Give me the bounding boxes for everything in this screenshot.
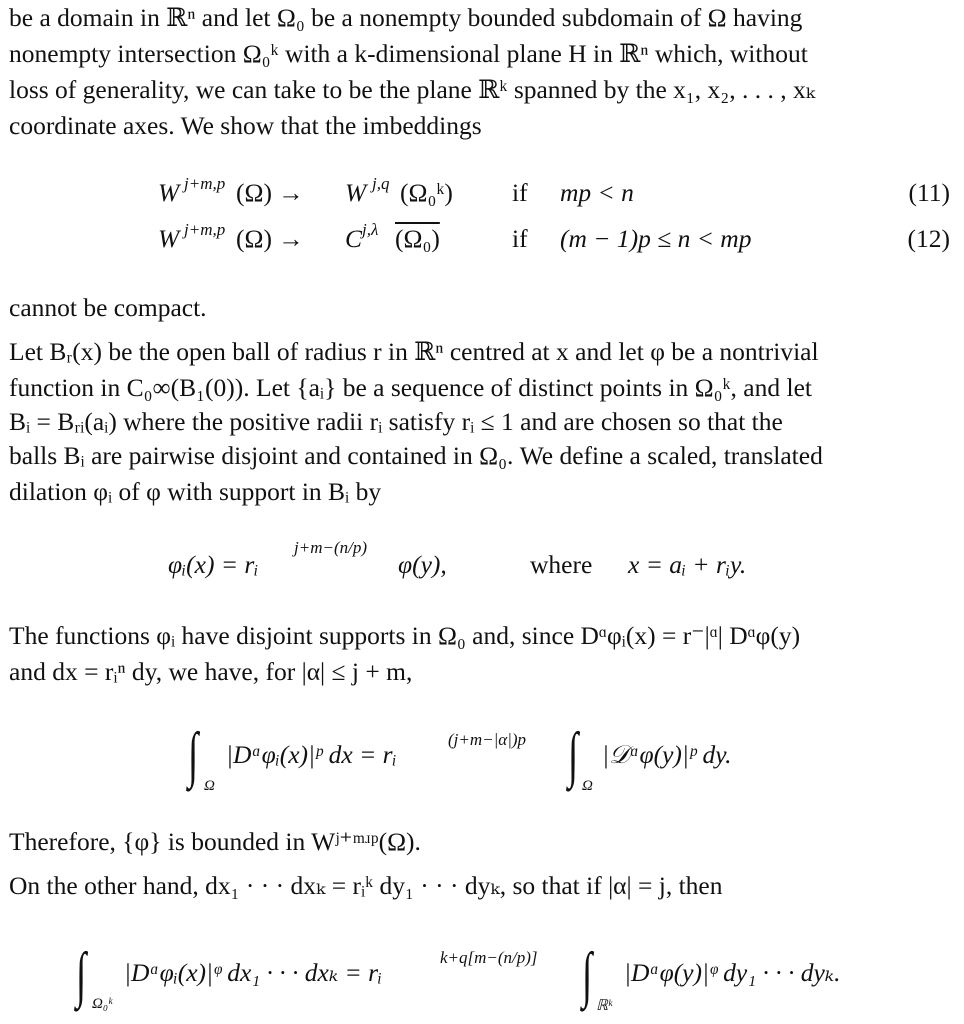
- text-line: cannot be compact.: [9, 293, 207, 322]
- eq-int1-integrand: |Dᵅφᵢ(x)|ᵖ dx = rᵢ: [226, 740, 397, 769]
- text-line: Bᵢ = Bᵣᵢ(aᵢ) where the positive radii rᵢ satisfy rᵢ ≤ 1 and are chosen so that the: [9, 407, 783, 436]
- text-line: be a domain in ℝⁿ and let Ω₀ be a nonempty bounded subdomain of Ω having: [9, 3, 803, 32]
- eq12-rhs-sup: j,λ: [362, 220, 379, 239]
- eq-int2-sup: k+q[m−(n/p)]: [440, 948, 538, 967]
- text-line: On the other hand, dx₁ · · · dxₖ = rᵢᵏ dy₁ · · · dyₖ, so that if |α| = j, then: [9, 871, 723, 900]
- text-line: nonempty intersection Ω₀ᵏ with a k-dimensional plane H in ℝⁿ which, without: [9, 39, 808, 68]
- integral-sign: ∫: [76, 941, 87, 1009]
- text-line: and dx = rᵢⁿ dy, we have, for |α| ≤ j + m,: [9, 657, 413, 686]
- eq-int2-integrand: |Dᵅφᵢ(x)|ᵠ dx₁ · · · dxₖ = rᵢ: [124, 958, 383, 987]
- eq-phi-sup: j+m−(n/p): [294, 538, 367, 557]
- text-line: coordinate axes. We show that the imbeddings: [9, 111, 482, 140]
- eq12-condition: (m − 1)p ≤ n < mp: [560, 224, 752, 253]
- integral-sign: ∫: [582, 941, 593, 1009]
- eq11-rhs-arg: (Ω₀ᵏ): [400, 178, 453, 207]
- eq11-condition: mp < n: [560, 178, 634, 207]
- eq-phi-rhs: φ(y),: [398, 550, 447, 579]
- equation-number: (11): [908, 178, 950, 207]
- eq-phi-condition: x = aᵢ + rᵢy.: [628, 550, 747, 579]
- eq11-rhs: W: [345, 178, 367, 207]
- integral-domain: Ω: [204, 778, 215, 794]
- eq11-rhs-sup: j,q: [372, 174, 390, 193]
- eq12-lhs-sup: j+m,p: [184, 220, 226, 239]
- equation-number: (12): [907, 224, 950, 253]
- text-line: function in C₀∞(B₁(0)). Let {aᵢ} be a sequence of distinct points in Ω₀ᵏ, and let: [9, 373, 812, 402]
- eq11-lhs-arg: (Ω) →: [236, 178, 304, 207]
- eq12-lhs: W: [158, 224, 180, 253]
- integral-domain: ℝᵏ: [596, 998, 613, 1014]
- text-line: Therefore, {φ} is bounded in Wʲ⁺ᵐʴᵖ(Ω).: [9, 827, 421, 856]
- text-line: loss of generality, we can take to be the plane ℝᵏ spanned by the x₁, x₂, . . . , xₖ: [9, 75, 815, 104]
- eq-phi-where: where: [530, 550, 593, 579]
- text-line: balls Bᵢ are pairwise disjoint and contained in Ω₀. We define a scaled, translated: [9, 441, 823, 470]
- eq-int1-rhs: |𝒟ᵅφ(y)|ᵖ dy.: [602, 740, 732, 769]
- eq12-rhs-arg: (Ω₀): [395, 224, 440, 253]
- text-line: Let Bᵣ(x) be the open ball of radius r in ℝⁿ centred at x and let φ be a nontrivial: [9, 337, 819, 366]
- integral-sign: ∫: [568, 721, 579, 789]
- eq11-lhs-sup: j+m,p: [184, 174, 226, 193]
- text-line: The functions φᵢ have disjoint supports in Ω₀ and, since Dᵅφᵢ(x) = r⁻|ᵅ| Dᵅφ(y): [9, 621, 801, 650]
- eq-phi-lhs: φᵢ(x) = rᵢ: [168, 550, 259, 579]
- eq12-lhs-arg: (Ω) →: [236, 224, 304, 253]
- eq-int2-rhs: |Dᵅφ(y)|ᵠ dy₁ · · · dyₖ.: [624, 958, 841, 987]
- eq12-rhs: C: [345, 224, 363, 253]
- eq11-lhs: W: [158, 178, 180, 207]
- integral-domain: Ω: [582, 778, 593, 794]
- integral-domain: Ω₀ᵏ: [92, 996, 113, 1012]
- text-line: dilation φᵢ of φ with support in Bᵢ by: [9, 477, 382, 506]
- integral-sign: ∫: [188, 721, 199, 789]
- eq-int1-sup: (j+m−|α|)p: [448, 730, 527, 749]
- eq12-if: if: [512, 224, 528, 253]
- eq11-if: if: [512, 178, 528, 207]
